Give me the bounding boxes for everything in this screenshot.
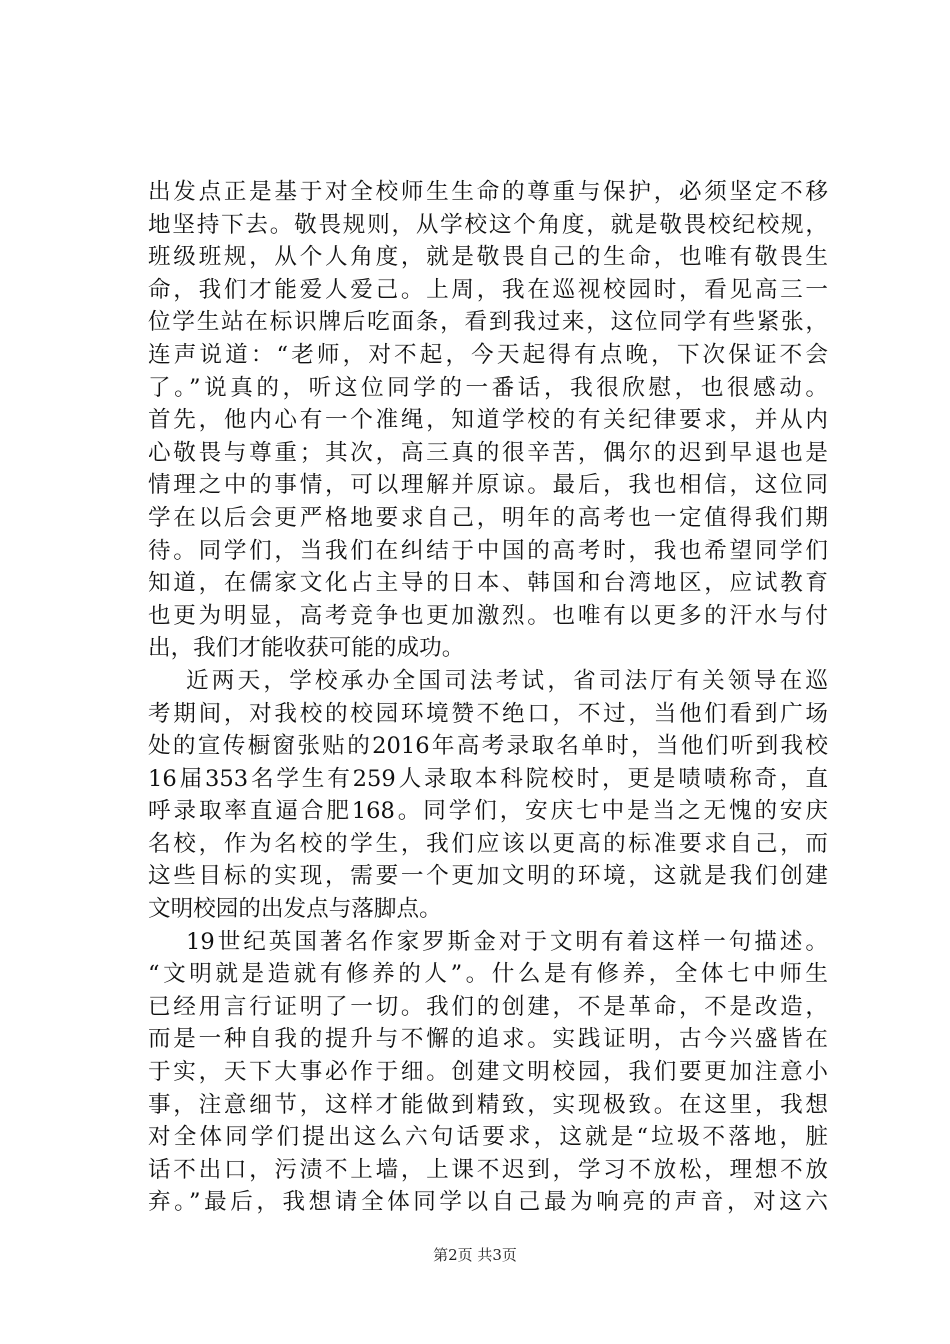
body-text xyxy=(148,176,828,1219)
text-line: 位学生站在标识牌后吃面条，看到我过来，这位同学有些紧张， xyxy=(148,309,828,336)
text-line: 呼录取率直逼合肥168。同学们，安庆七中是当之无愧的安庆 xyxy=(148,798,828,825)
text-line: 弃。”最后，我想请全体同学以自己最为响亮的声音，对这六 xyxy=(148,1189,828,1216)
text-line: 话不出口，污渍不上墙，上课不迟到，学习不放松，理想不放 xyxy=(148,1156,828,1183)
text-line: 已经用言行证明了一切。我们的创建，不是革命，不是改造， xyxy=(148,993,828,1020)
text-line: 命，我们才能爱人爱己。上周，我在巡视校园时，看见高三一 xyxy=(148,276,828,303)
text-line: “文明就是造就有修养的人”。什么是有修养，全体七中师生 xyxy=(148,961,828,988)
text-line: 考期间，对我校的校园环境赞不绝口，不过，当他们看到广场 xyxy=(148,700,828,727)
paragraph-start-line: 近两天，学校承办全国司法考试，省司法厅有关领导在巡 xyxy=(186,667,828,694)
text-line: 知道，在儒家文化占主导的日本、韩国和台湾地区，应试教育 xyxy=(148,570,828,597)
page-number: 第2页 共3页 xyxy=(433,1246,517,1264)
text-line: 也更为明显，高考竞争也更加激烈。也唯有以更多的汗水与付 xyxy=(148,602,828,629)
text-line: 名校，作为名校的学生，我们应该以更高的标准要求自己，而 xyxy=(148,830,828,857)
text-line: 地坚持下去。敬畏规则，从学校这个角度，就是敬畏校纪校规， xyxy=(148,211,828,238)
text-line: 出，我们才能收获可能的成功。 xyxy=(148,635,465,662)
text-line: 情理之中的事情，可以理解并原谅。最后，我也相信，这位同 xyxy=(148,472,828,499)
text-line: 而是一种自我的提升与不懈的追求。实践证明，古今兴盛皆在 xyxy=(148,1026,828,1053)
text-line: 了。”说真的，听这位同学的一番话，我很欣慰，也很感动。 xyxy=(148,374,828,401)
text-line: 处的宣传橱窗张贴的2016年高考录取名单时，当他们听到我校 xyxy=(148,733,828,760)
text-line: 待。同学们，当我们在纠结于中国的高考时，我也希望同学们 xyxy=(148,537,828,564)
text-line: 出发点正是基于对全校师生生命的尊重与保护，必须坚定不移 xyxy=(148,179,828,205)
text-line: 班级班规，从个人角度，就是敬畏自己的生命，也唯有敬畏生 xyxy=(148,244,828,271)
text-line: 对全体同学们提出这么六句话要求，这就是“垃圾不落地，脏 xyxy=(148,1124,828,1151)
text-line: 文明校园的出发点与落脚点。 xyxy=(148,896,442,923)
text-line: 事，注意细节，这样才能做到精致，实现极致。在这里，我想 xyxy=(148,1091,828,1118)
text-line: 连声说道：“老师，对不起，今天起得有点晚，下次保证不会 xyxy=(148,341,828,368)
text-line: 于实，天下大事必作于细。创建文明校园，我们要更加注意小 xyxy=(148,1059,828,1086)
text-line: 心敬畏与尊重；其次，高三真的很辛苦，偶尔的迟到早退也是 xyxy=(148,439,828,466)
text-line: 16届353名学生有259人录取本科院校时，更是啧啧称奇，直 xyxy=(148,765,828,792)
text-line: 学在以后会更严格地要求自己，明年的高考也一定值得我们期 xyxy=(148,504,828,531)
paragraph-start-line: 19世纪英国著名作家罗斯金对于文明有着这样一句描述。 xyxy=(186,928,828,955)
text-line: 首先，他内心有一个准绳，知道学校的有关纪律要求，并从内 xyxy=(148,407,828,434)
page-footer xyxy=(0,1244,950,1265)
text-line: 这些目标的实现，需要一个更加文明的环境，这就是我们创建 xyxy=(148,863,828,890)
